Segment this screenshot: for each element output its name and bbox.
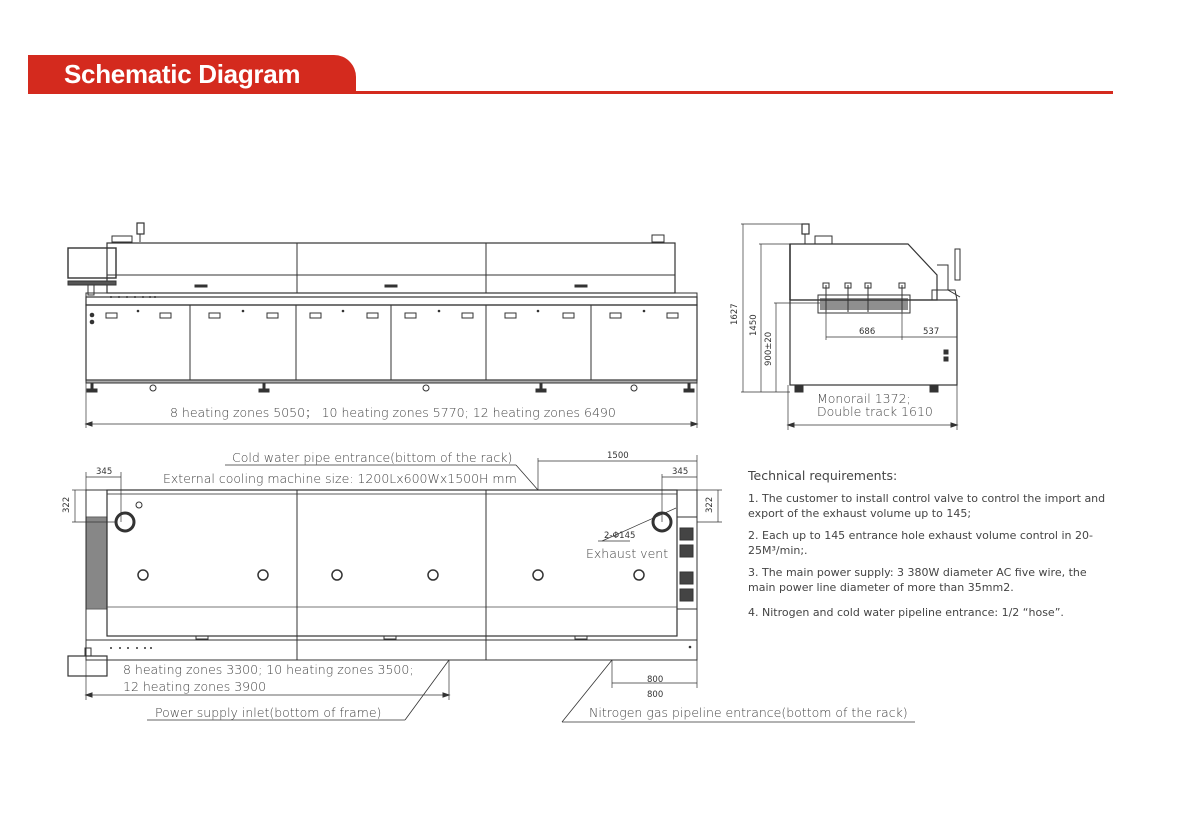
front-view-drawing xyxy=(68,223,697,428)
nitrogen-label: Nitrogen gas pipeline entrance(bottom of the rack) xyxy=(589,705,908,720)
dim-right-322: 322 xyxy=(705,496,715,513)
side-view-width-line2: Double track 1610 xyxy=(817,404,933,419)
power-supply-label: Power supply inlet(bottom of frame) xyxy=(155,705,382,720)
dim-right-1500: 1500 xyxy=(607,451,629,461)
dim-537: 537 xyxy=(923,327,940,337)
tech-item-1: 1. The customer to install control valve to control the import and export of the exhaust volume up to 145; xyxy=(748,492,1106,520)
cold-water-label: Cold water pipe entrance(bittom of the rack) xyxy=(232,450,513,465)
tech-title: Technical requirements: xyxy=(748,468,898,483)
front-view-length-label: 8 heating zones 5050； 10 heating zones 5770; 12 heating zones 6490 xyxy=(170,405,616,420)
exhaust-vent-label: Exhaust vent xyxy=(586,546,669,561)
dim-conveyor-height: 900±20 xyxy=(764,331,774,366)
top-view-width-line1: 8 heating zones 3300; 10 heating zones 3500; xyxy=(123,662,414,677)
dim-left-345: 345 xyxy=(96,467,113,477)
dim-800-a: 800 xyxy=(647,675,664,685)
dim-total-height: 1627 xyxy=(730,303,740,325)
dim-left-322: 322 xyxy=(62,496,72,513)
dim-800-b: 800 xyxy=(647,690,664,700)
tech-item-3: 3. The main power supply: 3 380W diameter AC five wire, the main power line diameter of more than 35mm2. xyxy=(748,566,1087,594)
dim-right-345: 345 xyxy=(672,467,689,477)
technical-requirements xyxy=(748,468,1108,627)
tech-item-2: 2. Each up to 145 entrance hole exhaust volume control in 20-25M³/min;. xyxy=(748,529,1093,557)
page-title: Schematic Diagram xyxy=(64,59,301,89)
exhaust-diameter: 2-Φ145 xyxy=(604,531,636,541)
top-view-width-line2: 12 heating zones 3900 xyxy=(123,679,267,694)
dim-hood-height: 1450 xyxy=(749,314,759,336)
side-view-width-line1: Monorail 1372; xyxy=(817,391,911,406)
tech-item-4: 4. Nitrogen and cold water pipeline entrance: 1/2 “hose”. xyxy=(748,606,1064,619)
cooling-machine-label: External cooling machine size: 1200Lx600Wx1500H mm xyxy=(163,471,517,486)
dim-686: 686 xyxy=(859,327,876,337)
